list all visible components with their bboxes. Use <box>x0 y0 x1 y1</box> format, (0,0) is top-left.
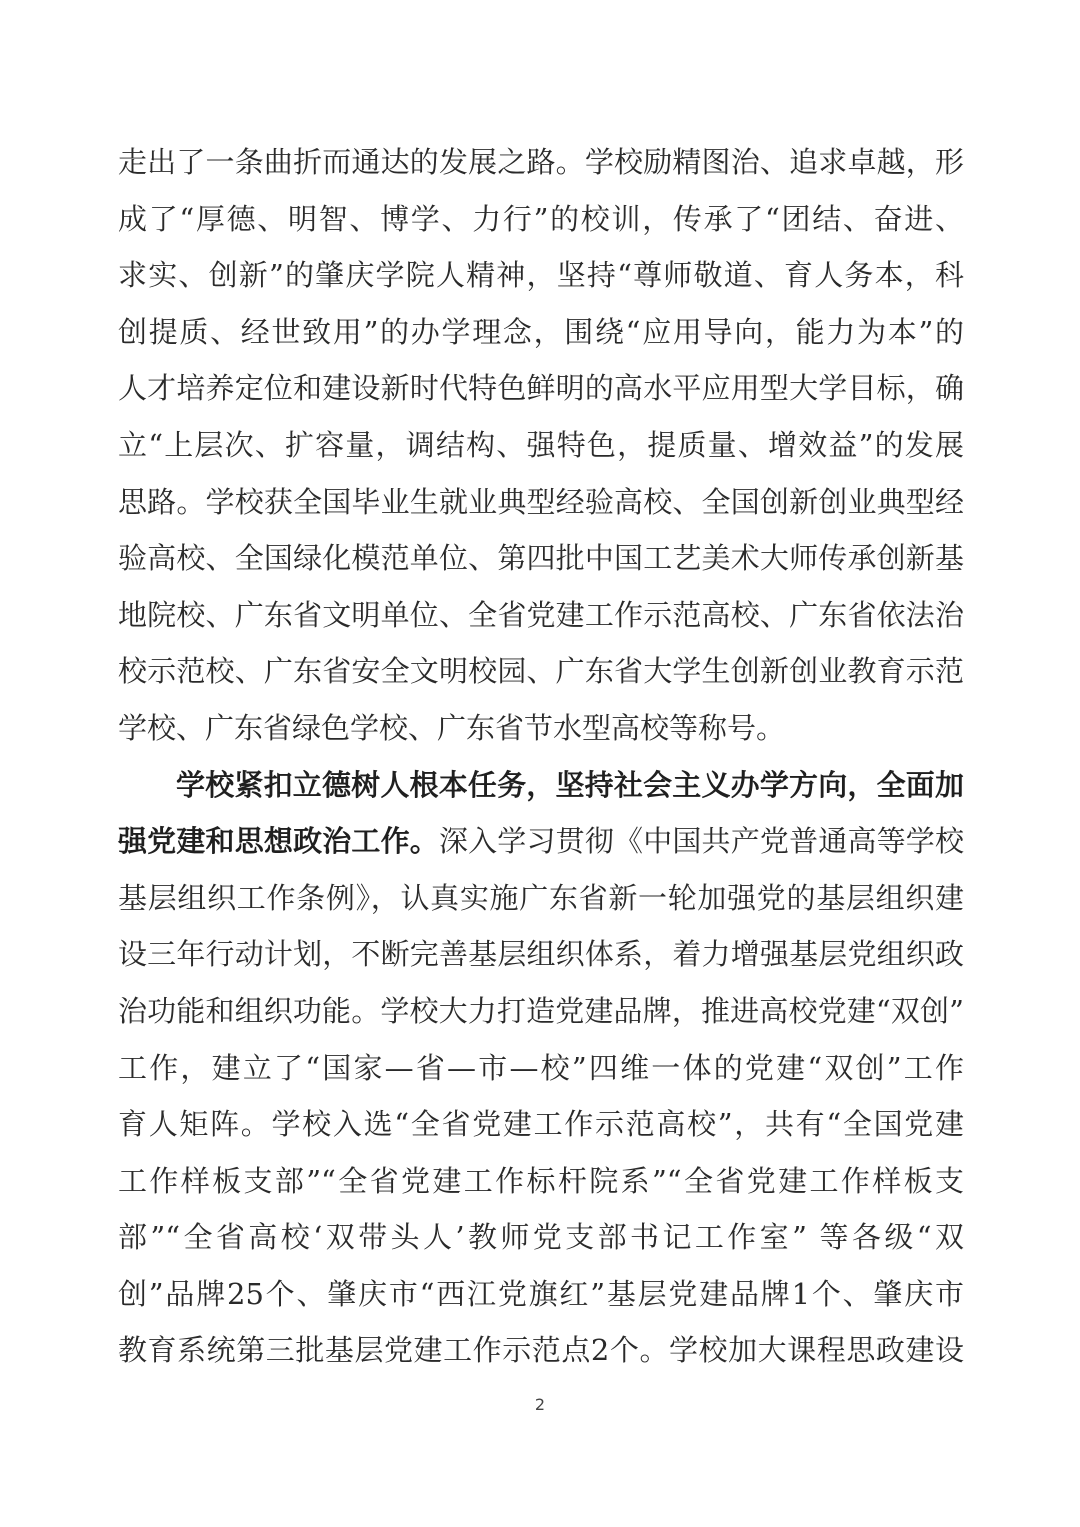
paragraph-2 <box>118 757 964 1380</box>
text-line: 立“上层次、扩容量，调结构、强特色，提质量、增效益”的发展 <box>118 427 964 462</box>
text-line: 创提质、经世致用”的办学理念，围绕“应用导向，能力为本”的 <box>118 314 964 349</box>
text-line: 人才培养定位和建设新时代特色鲜明的高水平应用型大学目标，确 <box>118 371 964 406</box>
text-line: 验高校、全国绿化模范单位、第四批中国工艺美术大师传承创新基 <box>118 541 964 576</box>
text-line: 治功能和组织功能。学校大力打造党建品牌，推进高校党建“双创” <box>118 993 964 1028</box>
text-line: 工作样板支部”“全省党建工作标杆院系”“全省党建工作样板支 <box>118 1163 964 1198</box>
text-line: 思路。学校获全国毕业生就业典型经验高校、全国创新创业典型经 <box>118 484 964 519</box>
body-text <box>118 134 964 1379</box>
paragraph-heading-tail: 强党建和思想政治工作。 <box>118 824 439 859</box>
paragraph-heading-line: 学校紧扣立德树人根本任务，坚持社会主义办学方向，全面加 <box>176 767 964 802</box>
text-line: 育人矩阵。学校入选“全省党建工作示范高校”，共有“全国党建 <box>118 1107 964 1142</box>
text-line: 教育系统第三批基层党建工作示范点2个。学校加大课程思政建设 <box>118 1333 964 1368</box>
text-line: 创”品牌25个、肇庆市“西江党旗红”基层党建品牌1个、肇庆市 <box>118 1276 964 1311</box>
text-line: 部”“全省高校‘双带头人’教师党支部书记工作室” 等各级“双 <box>118 1220 964 1255</box>
text-line: 基层组织工作条例》，认真实施广东省新一轮加强党的基层组织建 <box>118 880 964 915</box>
page-number: 2 <box>534 1395 546 1414</box>
text-line: 设三年行动计划，不断完善基层组织体系，着力增强基层党组织政 <box>118 937 964 972</box>
text-line: 地院校、广东省文明单位、全省党建工作示范高校、广东省依法治 <box>118 597 964 632</box>
paragraph-1 <box>118 134 964 757</box>
text-line-rest: 深入学习贯彻《中国共产党普通高等学校 <box>438 824 964 859</box>
text-line: 校示范校、广东省安全文明校园、广东省大学生创新创业教育示范 <box>118 654 964 689</box>
text-line: 学校、广东省绿色学校、广东省节水型高校等称号。 <box>118 710 786 745</box>
text-line <box>118 813 964 870</box>
text-line: 走出了一条曲折而通达的发展之路。学校励精图治、追求卓越，形 <box>118 145 964 179</box>
text-line: 工作，建立了“国家—省—市—校”四维一体的党建“双创”工作 <box>118 1050 964 1085</box>
text-line: 求实、创新”的肇庆学院人精神，坚持“尊师敬道、育人务本，科 <box>118 258 964 293</box>
text-line: 成了“厚德、明智、博学、力行”的校训，传承了“团结、奋进、 <box>118 201 964 236</box>
